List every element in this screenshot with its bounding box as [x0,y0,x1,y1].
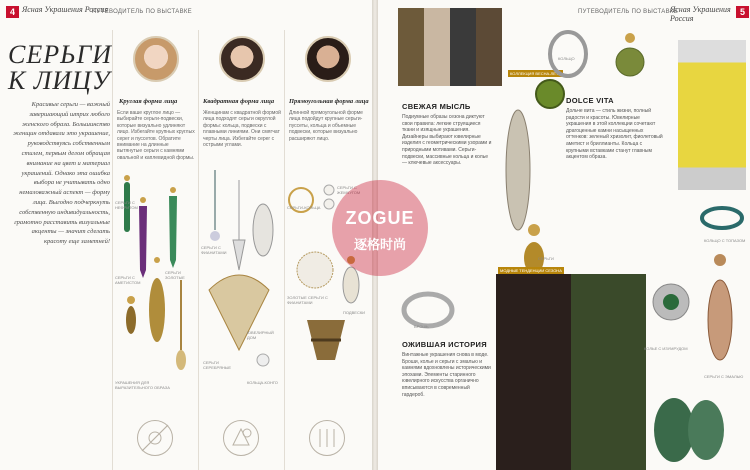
earring-green-product [610,28,650,98]
product-label: КОЛЬЦО С ТОПАЗОМ [704,238,746,243]
column-text: Если ваше круглое лицо — выбирайте серьги-подвески, которые визуально удлиняют лицо. Избегайте крупных круглых серег и пуссетов. Обратите внимание на длинные вытянутые серьги с камнями овальной и каплевидной формы. [117,110,195,161]
earring-diamond-drop [233,180,245,270]
column-round-face [112,30,197,470]
watermark-logo: ZOGUE [345,208,415,228]
product-label: УКРАШЕНИЯ ДЛЯ ВЫРАЗИТЕЛЬНОГО ОБРАЗА [115,380,170,390]
earring-small [126,296,136,334]
runway-photo-yellow [678,40,746,190]
product-label: КОЛЬЦО [558,56,575,61]
column-title: Прямоугольная форма лица [289,98,369,105]
column-square-face [198,30,283,470]
article-title: DOLCE VITA [566,96,614,105]
face-photo [219,36,265,82]
earring-round-lace [297,252,333,288]
page-number: 5 [736,6,749,18]
article-text: Дольче вита — стиль жизни, полный радости и красоты. Ювелирные украшения в этой коллекции сочетают драгоценные камни насыщенных оттенков: зеленый хризолит, фиолетовый аметист и бриллианты. Кольца с крупными вставками станут главным акцентом образа. [566,108,663,161]
product-label: БРОШЬ [414,324,429,329]
left-page [0,0,372,470]
runway-photo-top [398,8,502,86]
earring-pearl [257,354,269,366]
column-text: Длинной прямоугольной форме лица подойдут крупные серьги-пуссеты, кольца и объемные подвески, которые визуально расширяют лицо. [289,110,363,142]
product-label: ЗОЛОТЫЕ СЕРЬГИ С ФИАНИТАМИ [287,295,328,305]
brand-logo: Ясная Украшения Россия [670,5,731,23]
product-label: СЕРЬГИ С ЭМАЛЬЮ [704,374,744,379]
runway-photo-bottom [496,274,646,470]
earring-gold-drop [149,257,165,342]
watermark-subtitle: 逐格时尚 [353,238,406,253]
photo-tag: МОДНЫЕ ТЕНДЕНЦИИ СЕЗОНА [500,268,562,273]
shape-diagram-circle [137,420,173,456]
brand-logo: Ясная Украшения Россия [22,5,109,14]
earring-chandelier [307,320,345,360]
product-label: СЕРЬГИ С ФИАНИТАМИ [201,245,227,255]
product-label: СЕРЬГИ ЗОЛОТЫЕ [165,270,185,280]
earring-silver-chain [210,170,220,241]
product-label: СЕРЬГИ [538,256,554,261]
article-text: Подиумные образы сезона диктуют свои правила: легкие струящиеся ткани и изящные украшения. Дизайнеры выбирают ювелирные изделия с геометрическими узорами и природными мотивами. Серьги-подвески, массивные кольца и колье — ключевые аксессуары. [402,114,492,167]
earring-chain [176,280,186,370]
product-label: СЕРЬГИ С АМЕТИСТОМ [115,275,141,285]
product-label: КОЛЬЕ С ИЗУМРУДОМ [644,346,688,351]
product-label: КОЛЬЦА-КОНГО [247,380,278,385]
face-photo [305,36,351,82]
earring-leaf [253,204,273,256]
product-label: СЕРЬГИ СЕРЕБРЯНЫЕ [203,360,232,370]
intro-text: Красивые серьги — важный завершающий штрих любого женского образа. Большинство женщин отдавали это украшение, руководствуясь собственным стилем, первым делом обращая внимание на цвет и материал украшений. Однако эта ошибка выбора не учитывать одно немаловажный аспект — форму лица. Выгодно подчеркнуть собственную индивидуальность, грамотно расставить визуальные акценты — значит сделать красоту еще заметней! [13,101,110,246]
product-label: СЕРЬГИ С НЕФРИТОМ [115,200,138,210]
article-text: Винтажные украшения снова в моде. Броши, колье и серьги с эмалью и камнями вдохновлены историческими эпохами. Элементы старинного ювелирного искусства органично вписываются в современный гардероб. [402,352,491,398]
earring-green [169,187,177,268]
product-label: СЕРЬГИ С ЖЕМЧУГОМ [337,185,361,195]
earring-products [199,160,283,390]
page-title: СЕРЬГИ К ЛИЦУ [8,40,113,95]
product-label: ПОДВЕСКИ [343,310,366,315]
section-label: ПУТЕВОДИТЕЛЬ ПО ВЫСТАВКЕ [578,9,678,15]
column-text: Женщинам с квадратной формой лица подходят серьги округлой формы: кольца, подвески с плавными линиями. Они смягчат черты лица. Избегайте серег с острыми углами. [203,110,281,149]
face-photo [133,36,179,82]
product-label: СЕРЬГИ-КОЛЬЦА [287,205,321,210]
product-label: ЮВЕЛИРНЫЙ ДОМ [247,330,274,340]
green-stone-earring-product [648,380,728,470]
column-title: Круглая форма лица [119,98,178,105]
green-ring-product [528,72,572,116]
enamel-earring-product [698,250,742,370]
photo-tag: КОЛЛЕКЦИЯ ВЕСНА-ЛЕТО [510,71,562,76]
section-label: ПУТЕВОДИТЕЛЬ ПО ВЫСТАВКЕ [92,9,192,15]
emerald-necklace-product [646,262,696,342]
shape-diagram-rect [309,420,345,456]
column-title: Квадратная форма лица [203,98,275,105]
right-page [378,0,750,470]
page-number: 4 [6,6,19,18]
article-title: ОЖИВШАЯ ИСТОРИЯ [402,340,487,349]
bracelet-product [698,200,746,236]
leaf-earring-product [498,100,538,240]
article-title: СВЕЖАЯ МЫСЛЬ [402,102,471,111]
shape-diagram-square [223,420,259,456]
